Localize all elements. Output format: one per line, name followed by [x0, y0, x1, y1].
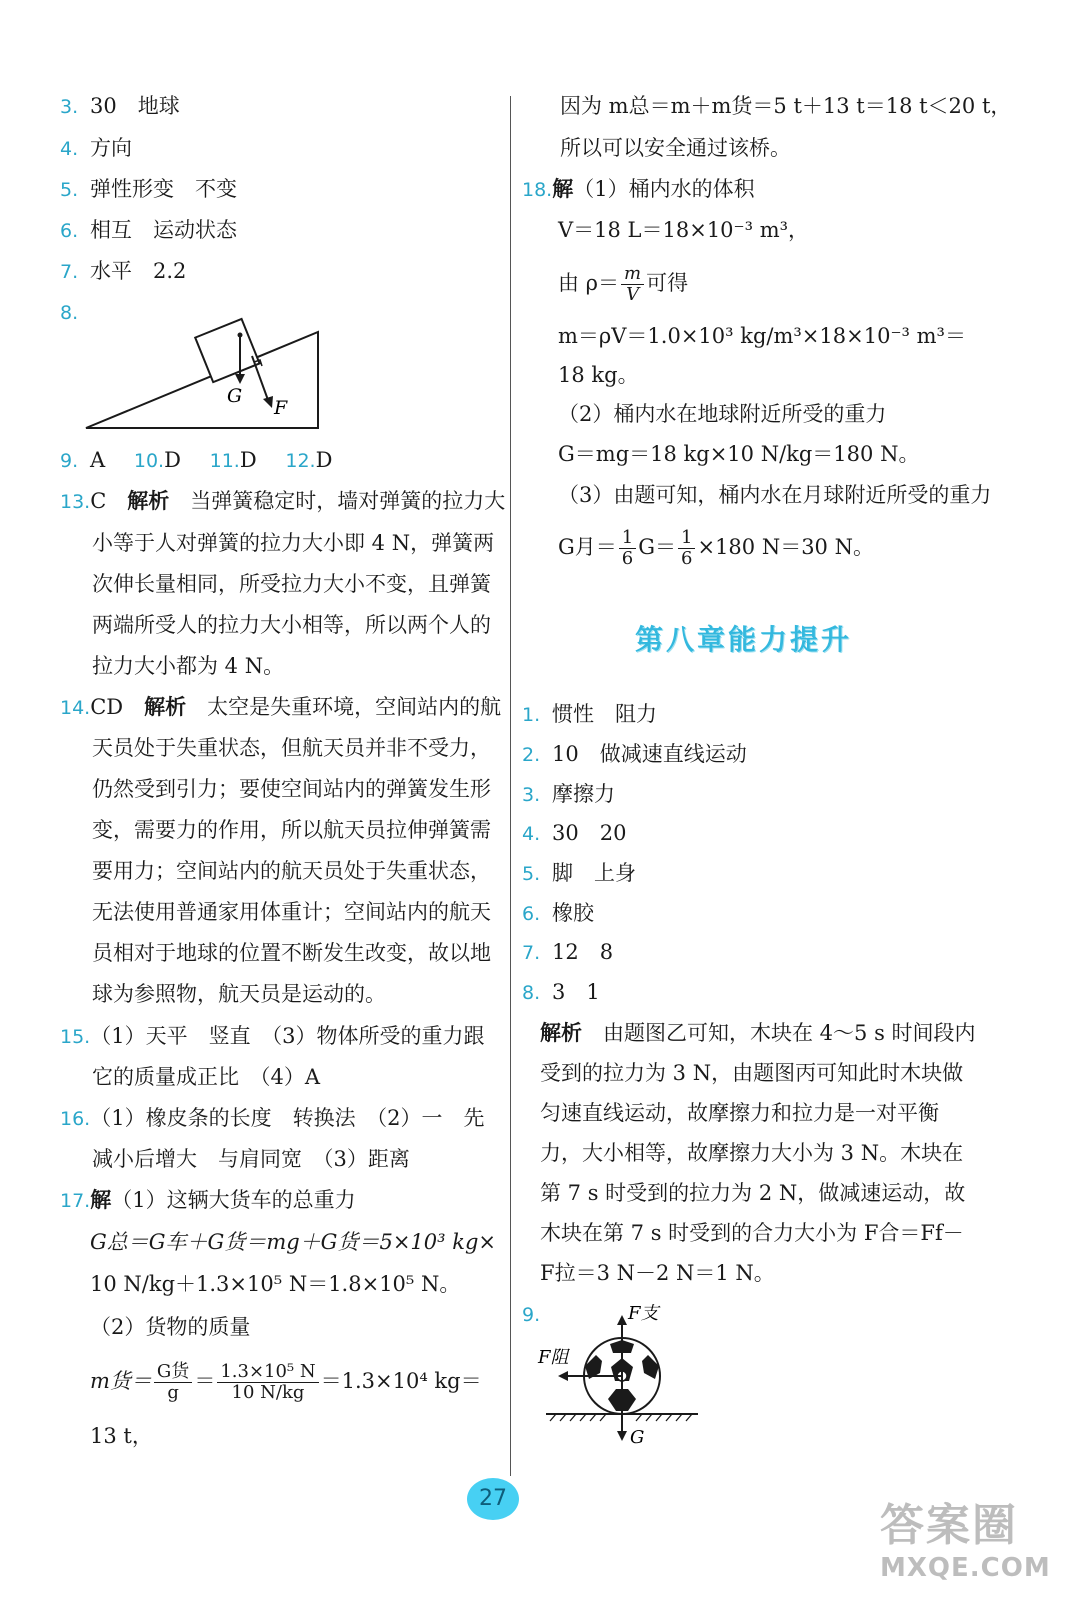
answer-4: [60, 134, 132, 163]
question-number: 4.: [60, 138, 79, 160]
gravity-arrowhead: [235, 374, 245, 384]
watermark-logo: [880, 1500, 1060, 1595]
answer-18: [522, 175, 755, 204]
answer-text: C: [90, 489, 107, 513]
answer-text: 30 20: [552, 821, 627, 845]
answer-text: CD: [90, 695, 124, 719]
answer-text: 弹性形变 不变: [90, 177, 237, 201]
question-number: 10.: [133, 450, 165, 472]
numerator: 1: [678, 528, 695, 549]
text-line: 变，需要力的作用，所以航天员拉伸弹簧需: [92, 818, 491, 842]
label-F-resistance: F阻: [538, 1347, 569, 1368]
gravity-arrowhead: [617, 1431, 627, 1441]
text-line: （1）这辆大货车的总重力: [111, 1188, 356, 1212]
answer-text: A: [90, 448, 106, 472]
text-line: F拉＝3 N－2 N＝1 N。: [540, 1261, 775, 1285]
text-line: 无法使用普通家用体重计；空间站内的航天: [92, 900, 491, 924]
equation-line: [90, 1362, 482, 1403]
fraction: [217, 1362, 318, 1403]
text-line: 拉力大小都为 4 N。: [92, 654, 285, 678]
solution-keyword: 解: [90, 1187, 112, 1212]
equation-line: m＝ρV＝1.0×10³ kg/m³×18×10⁻³ m³＝: [558, 324, 966, 348]
answer-16: [60, 1104, 484, 1133]
ball-force-diagram: [536, 1303, 706, 1448]
text-line: 天员处于失重状态，但航天员并非不受力，: [92, 736, 491, 760]
label-G: G: [227, 385, 243, 407]
question-number: 17.: [60, 1190, 91, 1212]
text-line: 要用力；空间站内的航天员处于失重状态，: [92, 859, 491, 883]
fraction: [678, 528, 695, 569]
analysis-keyword: 解析: [540, 1020, 582, 1045]
numerator: m: [621, 264, 644, 285]
support-arrowhead: [617, 1315, 627, 1325]
question-number: 9.: [522, 1304, 541, 1326]
column-divider: [510, 96, 511, 1476]
text-line: 当弹簧稳定时，墙对弹簧的拉力大: [190, 489, 506, 513]
equation-line: 10 N/kg＋1.3×10⁵ N＝1.8×10⁵ N。: [90, 1272, 461, 1296]
equation-line: G总＝G车＋G货＝mg＋G货＝5×10³ kg×: [90, 1230, 496, 1254]
item-4: [522, 819, 626, 848]
watermark-text: 答案圈: [880, 1500, 1018, 1551]
equation-line: 因为 m总＝m＋m货＝5 t＋13 t＝18 t＜20 t，: [560, 94, 1012, 118]
analysis-keyword: 解析: [127, 488, 170, 513]
answer-text: D: [164, 448, 181, 472]
question-number: 1.: [522, 704, 541, 726]
answer-13: [60, 487, 505, 516]
text-line: 匀速直线运动，故摩擦力和拉力是一对平衡: [540, 1101, 939, 1125]
question-number: 6.: [60, 220, 79, 242]
equation-part: G＝: [638, 535, 677, 559]
equation-part: ＝: [194, 1369, 216, 1393]
text-line: 球为参照物，航天员是运动的。: [92, 982, 386, 1006]
question-number: 3.: [522, 784, 541, 806]
question-number: 8.: [522, 982, 541, 1004]
question-number: 3.: [60, 96, 79, 118]
text-line: （1）桶内水的体积: [573, 177, 755, 201]
fraction: [619, 528, 636, 569]
force-arrowhead: [263, 396, 273, 408]
question-number: 2.: [522, 744, 541, 766]
text-line: 所以可以安全通过该桥。: [560, 136, 791, 160]
equation-line: [558, 264, 688, 305]
answer-text: D: [239, 448, 257, 472]
equation-part: ＝1.3×10⁴ kg＝: [320, 1369, 482, 1393]
numerator: G货: [154, 1362, 192, 1383]
equation-part: 由 ρ＝: [558, 271, 620, 295]
denominator: 6: [681, 548, 693, 569]
answer-5: [60, 175, 237, 204]
equation-line: G＝mg＝18 kg×10 N/kg＝180 N。: [558, 442, 920, 466]
label-G: G: [630, 1427, 645, 1448]
equation-part: m货＝: [90, 1369, 152, 1393]
equation-part: ×180 N＝30 N。: [697, 535, 874, 559]
answer-text: 3 1: [552, 980, 600, 1004]
analysis-line: [540, 1019, 976, 1047]
answer-17: [60, 1186, 356, 1215]
item-1: [522, 700, 657, 729]
equation-line: 13 t，: [90, 1424, 153, 1448]
item-5: [522, 859, 636, 888]
text-line: （1）橡皮条的长度 转换法 （2）一 先: [90, 1106, 485, 1130]
watermark-url: MXQE.COM: [880, 1553, 1051, 1583]
text-line: 第 7 s 时受到的拉力为 2 N，做减速运动，故: [540, 1181, 966, 1205]
denominator: V: [626, 284, 640, 305]
denominator: g: [167, 1382, 179, 1403]
text-line: 减小后增大 与肩同宽 （3）距离: [92, 1147, 410, 1171]
answer-14: [60, 693, 501, 722]
answer-7: [60, 257, 186, 286]
page-number: 27: [467, 1478, 519, 1520]
answer-text: 12 8: [552, 940, 614, 964]
answer-text: 脚 上身: [552, 861, 636, 885]
text-line: 员相对于地球的位置不断发生改变，故以地: [92, 941, 491, 965]
question-number: 5.: [522, 863, 541, 885]
text-line: 由题图乙可知，木块在 4～5 s 时间段内: [603, 1021, 976, 1045]
denominator: 6: [621, 548, 634, 569]
chapter-title: 第八章能力提升: [635, 623, 853, 656]
label-F-support: F支: [628, 1303, 659, 1324]
numerator: 1: [619, 528, 636, 549]
equation-line: 18 kg。: [558, 363, 639, 387]
text-line: （2）货物的质量: [90, 1315, 251, 1339]
numerator: 1.3×10⁵ N: [217, 1362, 318, 1383]
item-3: [522, 780, 615, 809]
equation-line: V＝18 L＝18×10⁻³ m³，: [558, 218, 810, 242]
equation-line: [558, 528, 874, 569]
answer-3: [60, 92, 180, 121]
question-number: 7.: [522, 942, 541, 964]
text-line: 两端所受人的拉力大小相等，所以两个人的: [92, 613, 491, 637]
label-F: F: [274, 397, 288, 419]
denominator: 10 N/kg: [231, 1382, 305, 1403]
text-line: （2）桶内水在地球附近所受的重力: [558, 402, 887, 426]
answers-9-12: [60, 446, 332, 475]
item-8: [522, 978, 600, 1007]
text-line: 仍然受到引力；要使空间站内的弹簧发生形: [92, 777, 491, 801]
item-6: [522, 899, 594, 928]
text-line: 受到的拉力为 3 N，由题图丙可知此时木块做: [540, 1061, 964, 1085]
answer-text: D: [315, 448, 333, 472]
text-line: 它的质量成正比 （4）A: [92, 1065, 321, 1089]
fraction: [154, 1362, 192, 1403]
text-line: 小等于人对弹簧的拉力大小即 4 N，弹簧两: [92, 531, 495, 555]
answer-15: [60, 1022, 484, 1051]
question-number: 18.: [522, 179, 553, 201]
solution-keyword: 解: [552, 176, 574, 201]
equation-part: G月＝: [558, 535, 617, 559]
question-number: 16.: [60, 1108, 91, 1130]
item-2: [522, 740, 747, 769]
answer-text: 10 做减速直线运动: [552, 742, 747, 766]
block: [195, 319, 259, 382]
text-line: 力，大小相等，故摩擦力大小为 3 N。木块在: [540, 1141, 964, 1165]
question-number: 12.: [285, 450, 316, 472]
answer-text: 橡胶: [552, 901, 594, 925]
analysis-keyword: 解析: [144, 694, 187, 719]
answer-text: 相互 运动状态: [90, 218, 237, 242]
question-number: 11.: [209, 450, 240, 472]
answer-text: 惯性 阻力: [552, 702, 657, 726]
answer-text: 水平 2.2: [90, 259, 187, 283]
question-number: 4.: [522, 823, 541, 845]
question-number: 14.: [60, 697, 91, 719]
question-number: 8.: [60, 302, 79, 324]
item-7: [522, 938, 613, 967]
answer-6: [60, 216, 237, 245]
question-number: 15.: [60, 1026, 91, 1048]
fraction: [621, 264, 644, 305]
question-number: 13.: [60, 491, 91, 513]
question-number: 5.: [60, 179, 79, 201]
question-number: 7.: [60, 261, 79, 283]
text-line: （3）由题可知，桶内水在月球附近所受的重力: [558, 483, 992, 507]
text-line: （1）天平 竖直 （3）物体所受的重力跟: [90, 1024, 485, 1048]
resistance-arrowhead: [558, 1371, 568, 1381]
answer-text: 摩擦力: [552, 782, 615, 806]
incline-diagram: [80, 312, 330, 434]
text-line: 太空是失重环境，空间站内的航: [207, 695, 502, 719]
answer-text: 方向: [90, 136, 132, 160]
question-number: 6.: [522, 903, 541, 925]
answer-text: 30 地球: [90, 94, 180, 118]
text-line: 次伸长量相同，所受拉力大小不变，且弹簧: [92, 572, 491, 596]
equation-part: 可得: [646, 271, 689, 295]
text-line: 木块在第 7 s 时受到的合力大小为 F合＝Ff－: [540, 1221, 964, 1245]
question-number: 9.: [60, 450, 79, 472]
